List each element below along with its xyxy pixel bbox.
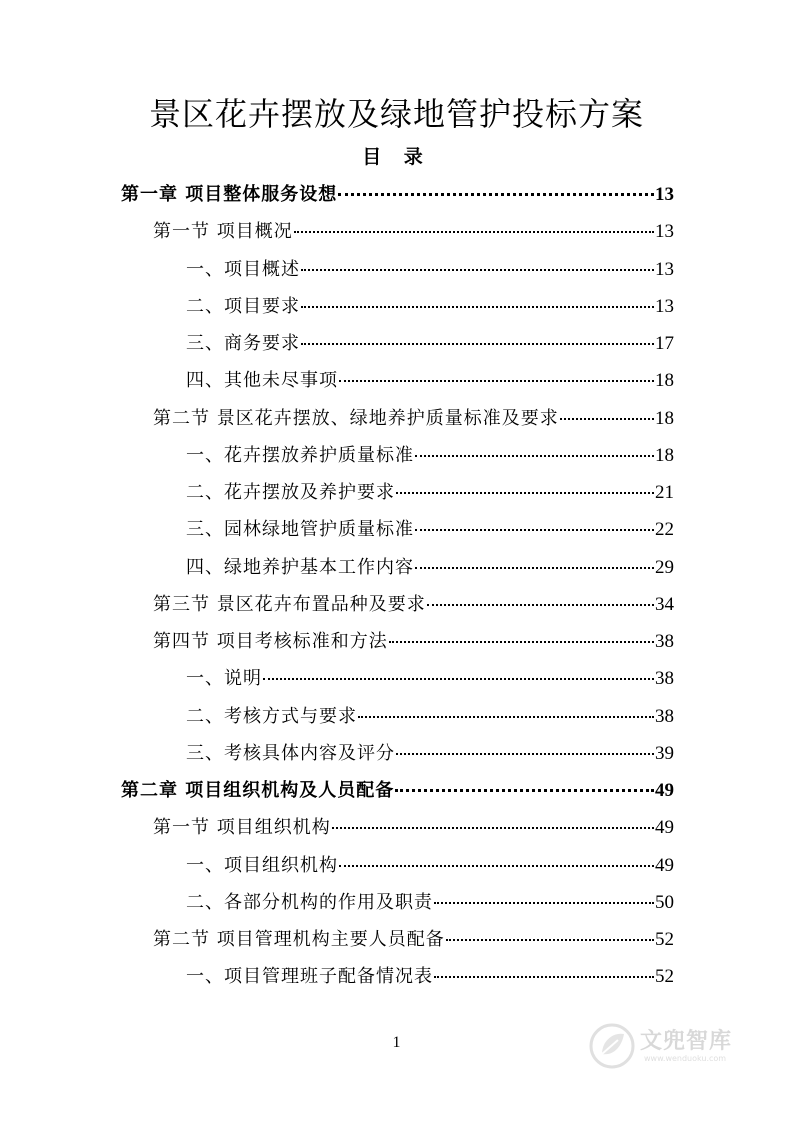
toc-entry[interactable] — [186, 698, 674, 735]
toc-entry-title: 第二节 景区花卉摆放、绿地养护质量标准及要求 — [153, 407, 559, 429]
toc-entry[interactable] — [186, 325, 674, 362]
watermark-url: www.wenduoku.com — [644, 1054, 727, 1063]
toc-heading: 目 录 — [362, 146, 431, 168]
toc-entry-title: 第一章 项目整体服务设想 — [121, 184, 338, 205]
toc-dot-leader — [446, 929, 654, 941]
toc-entry[interactable] — [153, 213, 674, 250]
toc-entry[interactable] — [186, 362, 674, 399]
toc-entry-title: 一、项目概述 — [186, 258, 300, 280]
toc-entry-page: 38 — [655, 668, 674, 690]
toc-entry-title: 第三节 景区花卉布置品种及要求 — [153, 593, 426, 615]
toc-entry-page: 21 — [655, 482, 674, 503]
toc-entry[interactable] — [153, 586, 674, 623]
toc-dot-leader — [415, 557, 654, 569]
toc-entry[interactable] — [186, 251, 674, 288]
toc-entry-title: 三、园林绿地管护质量标准 — [186, 519, 414, 541]
toc-entry-title: 二、项目要求 — [186, 295, 300, 317]
toc-entry-page: 18 — [655, 370, 674, 392]
page-number: 1 — [392, 1034, 401, 1051]
toc-dot-leader — [434, 966, 654, 978]
toc-entry-title: 第一节 项目组织机构 — [153, 817, 331, 839]
toc-dot-leader — [358, 706, 654, 718]
toc-entry-title: 四、绿地养护基本工作内容 — [186, 556, 414, 578]
toc-entry[interactable] — [153, 921, 674, 958]
toc-dot-leader — [396, 482, 654, 494]
toc-entry-page: 13 — [655, 184, 674, 205]
toc-entry-title: 一、花卉摆放养护质量标准 — [186, 444, 414, 466]
toc-entry-page: 22 — [655, 519, 674, 541]
toc-entry-page: 18 — [655, 407, 674, 429]
toc-entry[interactable] — [186, 660, 674, 697]
toc-entry-title: 第二节 项目管理机构主要人员配备 — [153, 929, 445, 950]
leaf-logo-icon — [588, 1022, 636, 1070]
toc-entry-title: 第四节 项目考核标准和方法 — [153, 631, 388, 652]
toc-entry-page: 13 — [655, 258, 674, 280]
toc-entry-page: 17 — [655, 333, 674, 354]
toc-dot-leader — [263, 668, 654, 680]
toc-dot-leader — [396, 743, 654, 755]
toc-dot-leader — [415, 445, 654, 457]
toc-entry[interactable] — [186, 288, 674, 325]
toc-entry-title: 二、花卉摆放及养护要求 — [186, 482, 395, 503]
toc-entry-title: 第一节 项目概况 — [153, 221, 293, 243]
toc-dot-leader — [395, 779, 654, 792]
toc-entry-page: 49 — [655, 780, 674, 801]
toc-entry-page: 29 — [655, 556, 674, 578]
toc-entry[interactable] — [186, 474, 674, 511]
toc-entry-title: 二、考核方式与要求 — [186, 705, 357, 727]
toc-dot-leader — [301, 333, 654, 345]
toc-entry-page: 50 — [655, 891, 674, 913]
toc-entry-page: 18 — [655, 444, 674, 466]
document-title: 景区花卉摆放及绿地管护投标方案 — [148, 95, 644, 133]
toc-entry[interactable] — [153, 400, 674, 437]
toc-entry[interactable] — [186, 735, 674, 772]
toc-entry-page: 13 — [655, 221, 674, 243]
toc-dot-leader — [339, 370, 654, 382]
toc-entry-page: 38 — [655, 705, 674, 727]
toc-entry-page: 49 — [655, 817, 674, 839]
watermark — [588, 1022, 758, 1072]
toc-entry[interactable] — [121, 772, 674, 809]
toc-entry-page: 34 — [655, 593, 674, 615]
toc-dot-leader — [389, 631, 654, 643]
toc-entry-title: 一、项目组织机构 — [186, 854, 338, 876]
toc-entry[interactable] — [121, 176, 674, 213]
toc-entry-title: 三、考核具体内容及评分 — [186, 742, 395, 764]
toc-dot-leader — [560, 408, 654, 420]
toc-entry-page: 52 — [655, 929, 674, 950]
toc-dot-leader — [332, 817, 654, 829]
toc-dot-leader — [339, 855, 654, 867]
toc-entry-title: 第二章 项目组织机构及人员配备 — [121, 780, 395, 801]
toc-entry-page: 13 — [655, 295, 674, 317]
toc-dot-leader — [301, 259, 654, 271]
table-of-contents — [0, 176, 793, 996]
toc-entry-title: 一、说明 — [186, 668, 262, 690]
toc-dot-leader — [434, 892, 654, 904]
toc-entry[interactable] — [186, 884, 674, 921]
toc-entry[interactable] — [186, 549, 674, 586]
toc-entry[interactable] — [186, 511, 674, 548]
toc-dot-leader — [415, 519, 654, 531]
toc-entry-title: 四、其他未尽事项 — [186, 370, 338, 392]
toc-dot-leader — [427, 594, 654, 606]
toc-entry-page: 52 — [655, 966, 674, 988]
toc-entry[interactable] — [153, 809, 674, 846]
toc-entry-page: 49 — [655, 854, 674, 876]
toc-entry[interactable] — [186, 958, 674, 995]
watermark-brand: 文兜智库 — [640, 1029, 733, 1054]
toc-entry-page: 39 — [655, 742, 674, 764]
toc-entry-title: 二、各部分机构的作用及职责 — [186, 891, 433, 913]
toc-dot-leader — [338, 183, 654, 196]
toc-entry[interactable] — [186, 437, 674, 474]
toc-entry-page: 38 — [655, 631, 674, 652]
toc-entry-title: 三、商务要求 — [186, 333, 300, 354]
toc-entry[interactable] — [153, 623, 674, 660]
toc-dot-leader — [294, 221, 654, 233]
toc-dot-leader — [301, 296, 654, 308]
toc-entry[interactable] — [186, 847, 674, 884]
toc-entry-title: 一、项目管理班子配备情况表 — [186, 966, 433, 988]
